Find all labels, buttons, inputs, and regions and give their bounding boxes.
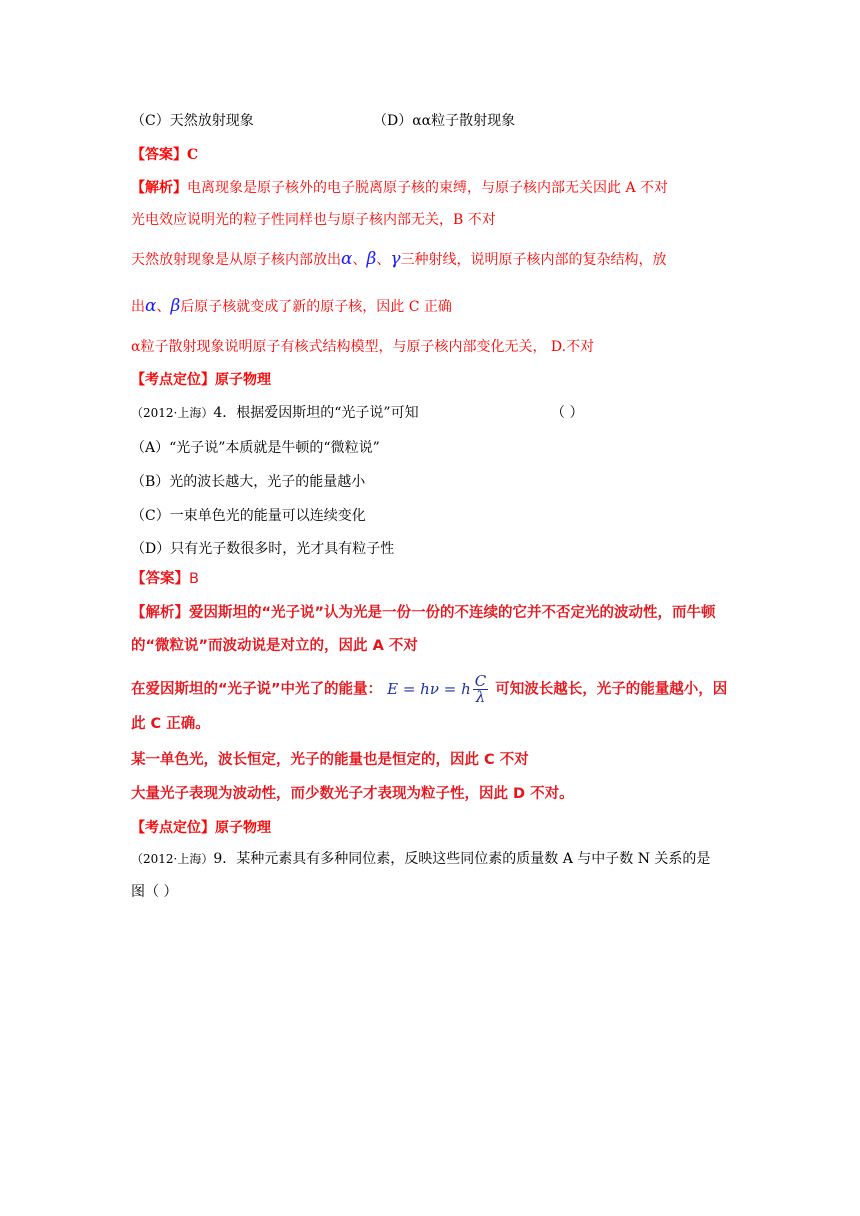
- alpha-symbol: α: [145, 296, 157, 316]
- q3-knowledge-point: 【考点定位】原子物理: [131, 372, 271, 388]
- q4-analysis-4: 此 C 正确。: [131, 716, 210, 732]
- q4-knowledge-point: 【考点定位】原子物理: [131, 820, 271, 836]
- q3-analysis-2: 光电效应说明光的粒子性同样也与原子核内部无关，B 不对: [131, 212, 496, 228]
- q9-source: （2012·上海）: [131, 852, 214, 866]
- q4-analysis-3: 在爱因斯坦的“光子说”中光了的能量： E = hν = h $\frac{C}{\lambda}$ 可知波长越长，光子的能量越小，因: [131, 672, 728, 706]
- q4-stem: （2012·上海）4．根据爱因斯坦的“光子说”可知 （ ）: [131, 405, 584, 421]
- q4-answer-bracket: （ ）: [551, 405, 584, 421]
- q4-option-a: （A）“光子说”本质就是牛顿的“微粒说”: [131, 440, 380, 456]
- analysis-tag: 【解析】: [131, 180, 187, 196]
- q3-answer: [131, 145, 198, 165]
- q4-source: （2012·上海）: [131, 406, 214, 420]
- q4-option-d: （D）只有光子数很多时，光才具有粒子性: [131, 541, 395, 557]
- q4-analysis-1: 【解析】爱因斯坦的“光子说”认为光是一份一份的不连续的它并不否定光的波动性，而牛顿: [131, 605, 716, 621]
- q4-answer: 【答案】B: [131, 571, 199, 587]
- q3-options-row: [131, 111, 516, 131]
- q4-analysis-2: 的“微粒说”而波动说是对立的，因此 A 不对: [131, 638, 418, 654]
- q3-analysis-4: 出α、β后原子核就变成了新的原子核，因此 C 正确: [131, 296, 452, 316]
- q9-stem-2: 图（ ）: [131, 884, 178, 900]
- q3-analysis-3: 天然放射现象是从原子核内部放出α、β、γ三种射线，说明原子核内部的复杂结构，放: [131, 249, 667, 269]
- energy-formula: E = hν = h $\frac{C}{\lambda}$: [387, 672, 487, 706]
- q4-analysis-5: 某一单色光，波长恒定，光子的能量也是恒定的，因此 C 不对: [131, 752, 529, 768]
- answer-tag: 【答案】: [131, 147, 187, 163]
- beta-symbol: β: [366, 249, 377, 269]
- q3-option-d: （D）αα粒子散射现象: [373, 113, 516, 129]
- q3-analysis-1: 【解析】电离现象是原子核外的电子脱离原子核的束缚，与原子核内部无关因此 A 不对: [131, 180, 669, 196]
- q4-option-b: （B）光的波长越大，光子的能量越小: [131, 474, 366, 490]
- beta-symbol: β: [170, 296, 181, 316]
- gamma-symbol: γ: [390, 249, 401, 269]
- q4-analysis-6: 大量光子表现为波动性，而少数光子才表现为粒子性，因此 D 不对。: [131, 786, 574, 802]
- alpha-symbol: α: [341, 249, 353, 269]
- q4-option-c: （C）一束单色光的能量可以连续变化: [131, 508, 366, 524]
- q9-stem: （2012·上海）9．某种元素具有多种同位素，反映这些同位素的质量数 A 与中子数 N 关系的是: [131, 851, 711, 867]
- q3-analysis-5: α粒子散射现象说明原子有核式结构模型，与原子核内部变化无关， D.不对: [131, 339, 595, 355]
- answer-value: C: [187, 147, 199, 163]
- q3-option-c: （C）天然放射现象: [131, 113, 254, 129]
